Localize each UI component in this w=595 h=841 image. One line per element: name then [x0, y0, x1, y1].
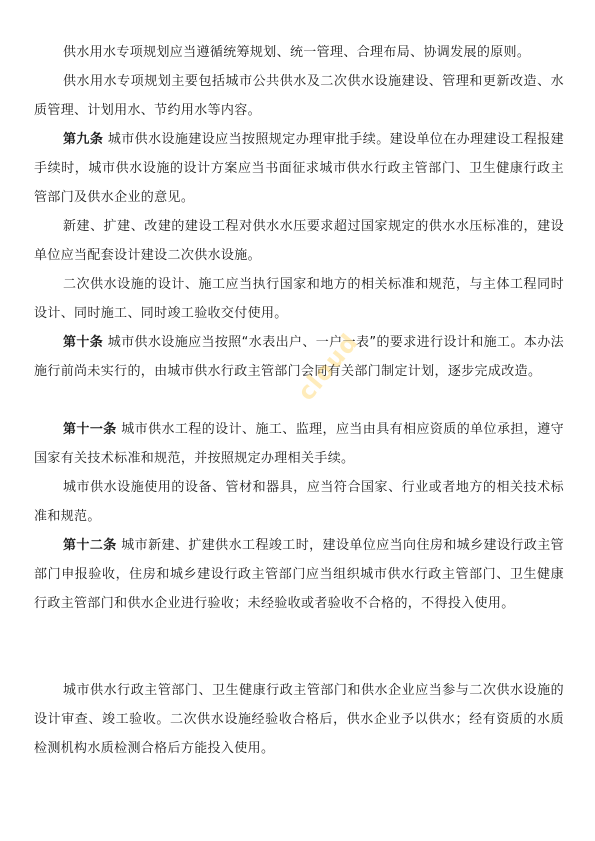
paragraph-text: 城市供水设施使用的设备、管材和器具，应当符合国家、行业或者地方的相关技术标准和规范。: [34, 480, 564, 524]
paragraph-text: 城市供水工程的设计、施工、监理，应当由具有相应资质的单位承担，遵守国家有关技术标准和规范，并按照规定办理相关手续。: [34, 422, 565, 466]
article-10-paragraph: [34, 328, 564, 386]
paragraph-8: [34, 473, 564, 531]
article-12-paragraph: [34, 531, 564, 618]
paragraph-4: [34, 212, 564, 270]
paragraph-text: 城市供水行政主管部门、卫生健康行政主管部门和供水企业应当参与二次供水设施的设计审查、竣工验收。二次供水设施经验收合格后，供水企业予以供水；经有资质的水质检测机构水质检测合格后方能投入使用。: [34, 683, 564, 756]
paragraph-text: 新建、扩建、改建的建设工程对供水水压要求超过国家规定的供水水压标准的，建设单位应当配套设计建设二次供水设施。: [34, 219, 564, 263]
paragraph-text: 城市新建、扩建供水工程竣工时，建设单位应当向住房和城乡建设行政主管部门申报验收，住房和城乡建设行政主管部门应当组织城市供水行政主管部门、卫生健康行政主管部门和供水企业进行验收；未经验收或者验收不合格的，不得投入使用。: [34, 538, 565, 611]
paragraph-10: [34, 676, 564, 763]
article-11-paragraph: [34, 415, 564, 473]
paragraph-text: 城市供水设施建设应当按照规定办理审批手续。建设单位在办理建设工程报建手续时，城市供水设施的设计方案应当书面征求城市供水行政主管部门、卫生健康行政主管部门及供水企业的意见。: [34, 132, 564, 205]
watermark-text: cloud: [292, 328, 364, 406]
paragraph-1: [34, 38, 564, 67]
paragraph-text: 城市供水设施应当按照“水表出户、一户一表”的要求进行设计和施工。本办法施行前尚未实行的，由城市供水行政主管部门会同有关部门制定计划，逐步完成改造。: [34, 335, 564, 379]
paragraph-text: 供水用水专项规划应当遵循统筹规划、统一管理、合理布局、协调发展的原则。: [63, 45, 531, 60]
paragraph-5: [34, 270, 564, 328]
article-number: 第十一条: [63, 422, 117, 437]
paragraph-text: 供水用水专项规划主要包括城市公共供水及二次供水设施建设、管理和更新改造、水质管理、计划用水、节约用水等内容。: [34, 74, 564, 118]
article-number: 第十二条: [63, 538, 117, 553]
article-number: 第十条: [63, 335, 104, 350]
article-9-paragraph: [34, 125, 564, 212]
article-number: 第九条: [63, 132, 104, 147]
paragraph-2: [34, 67, 564, 125]
paragraph-text: 二次供水设施的设计、施工应当执行国家和地方的相关标准和规范，与主体工程同时设计、同时施工、同时竣工验收交付使用。: [34, 277, 564, 321]
